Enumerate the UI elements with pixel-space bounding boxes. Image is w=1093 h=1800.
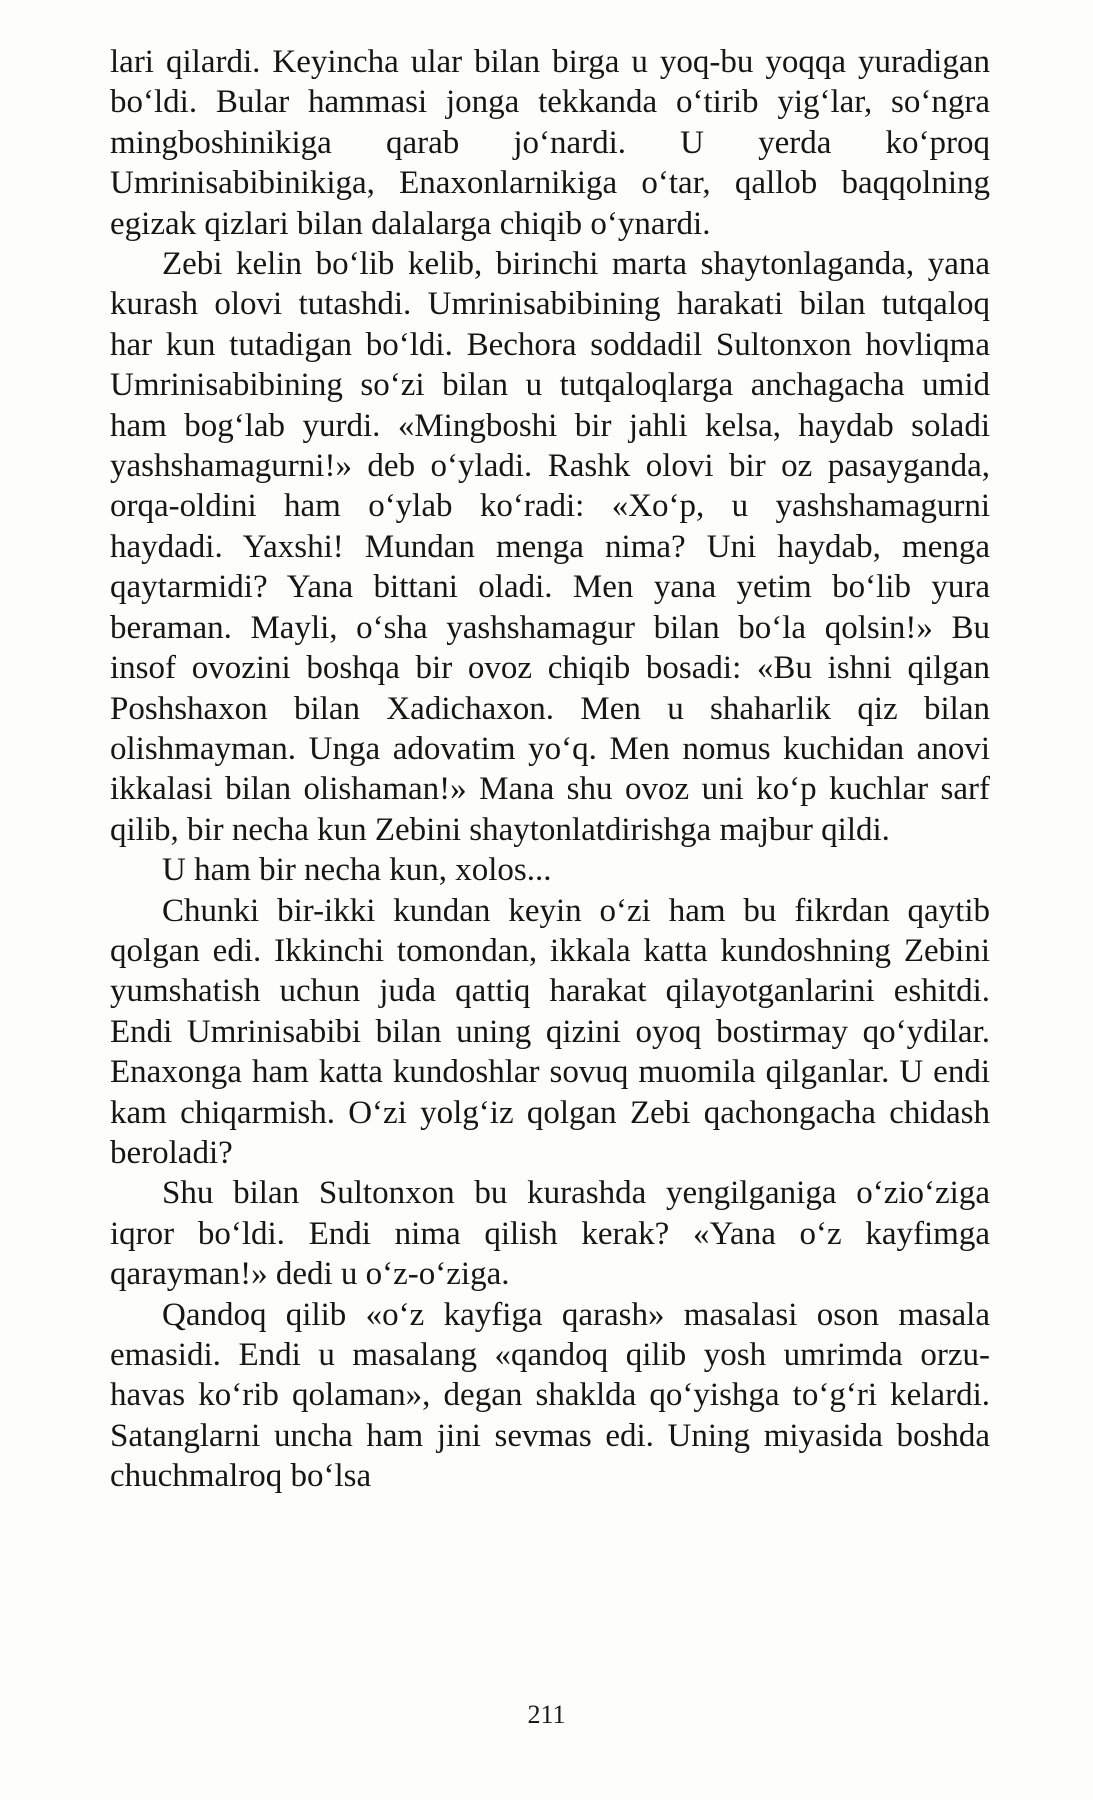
paragraph-3: U ham bir necha kun, xolos... bbox=[162, 852, 552, 889]
paragraph-4: Chunki bir-ikki kundan keyin o‘zi ham bu fikrdan qaytib qolgan edi. Ikkinchi tomondan, ikkala katta kundoshning Zebini yumshatish uchun juda qattiq harakat qilayotganlarini eshitdi. Endi Umrinisabibi bilan uning qizini oyoq bostirmay qo‘ydilar. Enaxonga ham katta kundoshlar sovuq muomila qilganlar. U endi kam chiqarmish. O‘zi yolg‘iz qolgan Zebi qachongacha chidash beroladi? bbox=[110, 892, 990, 1171]
body-text bbox=[110, 42, 990, 1497]
paragraph-1: lari qilardi. Keyincha ular bilan birga u yoq-bu yoqqa yuradigan bo‘ldi. Bular hammasi jonga tekkanda o‘tirib yig‘lar, so‘ngra mingboshinikiga qarab jo‘nardi. U yerda ko‘proq Umrinisabibinikiga, Enaxonlarnikiga o‘tar, qallob baqqolning egizak qizlari bilan dalalarga chiqib o‘ynardi. bbox=[110, 44, 990, 242]
paragraph-5: Shu bilan Sultonxon bu kurashda yengilganiga o‘zio‘ziga iqror bo‘ldi. Endi nima qilish kerak? «Yana o‘z kayfimga qarayman!» dedi u o‘z-o‘ziga. bbox=[110, 1175, 990, 1293]
paragraph-2: Zebi kelin bo‘lib kelib, birinchi marta shaytonlaganda, yana kurash olovi tutashdi. Umrinisabibining harakati bilan tutqaloq har kun tutadigan bo‘ldi. Bechora soddadil Sultonxon hovliqma Umrinisabibining so‘zi bilan u tutqaloqlarga anchagacha umid ham bog‘lab yurdi. «Mingboshi bir jahli kelsa, haydab soladi yashshamagurni!» deb o‘yladi. Rashk olovi bir oz pasayganda, orqa-oldini ham o‘ylab ko‘radi: «Xo‘p, u yashshamagurni haydadi. Yaxshi! Mundan menga nima? Uni haydab, menga qaytarmidi? Yana bittani oladi. Men yana yetim bo‘lib yura beraman. Mayli, o‘sha yashshamagur bilan bo‘la qolsin!» Bu insof ovozini boshqa bir ovoz chiqib bosadi: «Bu ishni qilgan Poshshaxon bilan Xadichaxon. Men u shaharlik qiz bilan olishmayman. Unga adovatim yo‘q. Men nomus kuchidan anovi ikkalasi bilan olishaman!» Mana shu ovoz uni ko‘p kuchlar sarf qilib, bir necha kun Zebini shaytonlatdirishga majbur qildi. bbox=[110, 246, 990, 848]
page-number: 211 bbox=[527, 1700, 566, 1729]
paragraph-6: Qandoq qilib «o‘z kayfiga qarash» masalasi oson masala emasidi. Endi u masalang «qandoq qilib yosh umrimda orzu-havas ko‘rib qolaman», degan shaklda qo‘yishga to‘g‘ri kelardi. Satanglarni uncha ham jini sevmas edi. Uning miyasida boshda chuchmalroq bo‘lsa bbox=[110, 1296, 990, 1495]
